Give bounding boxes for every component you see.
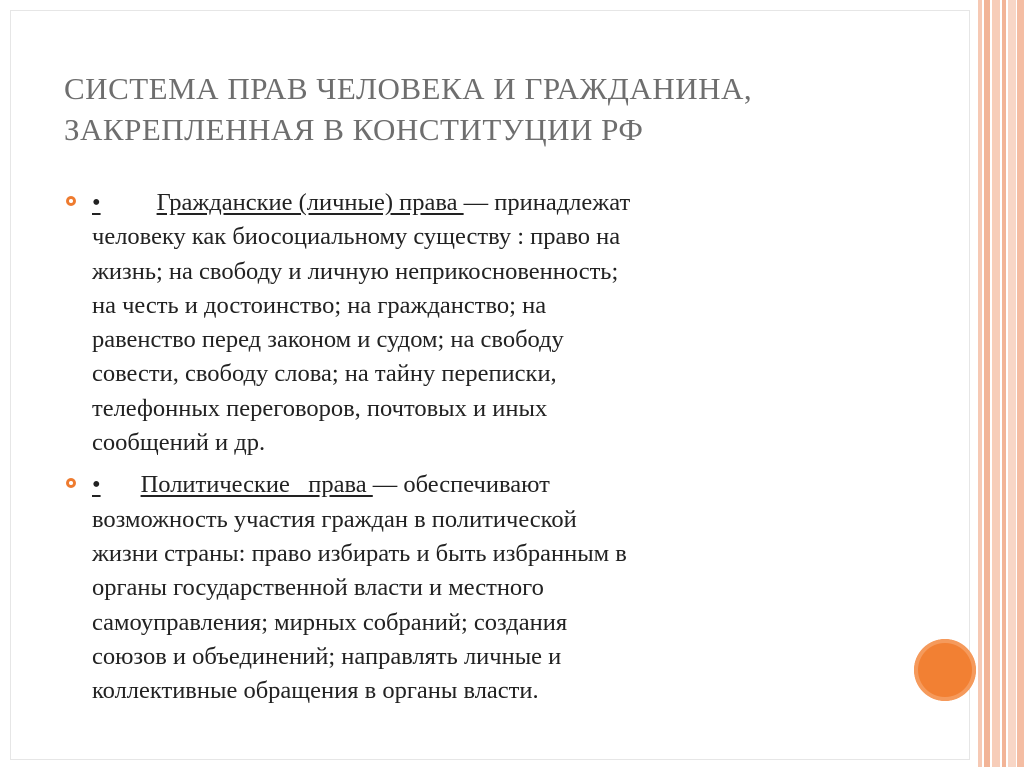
definition-start: — принадлежат: [463, 189, 631, 216]
item-line: самоуправления; мирных собраний; создания: [92, 608, 568, 636]
term-civil-rights: Гражданские (личные) права: [156, 189, 464, 216]
bullet-ring-icon: [66, 196, 76, 206]
decor-orange-circle: [914, 639, 976, 701]
item-line: равенство перед законом и судом; на свободу: [92, 326, 564, 354]
item-line: возможность участия граждан в политической: [92, 505, 577, 533]
bullet-dot-underlined: [92, 471, 373, 498]
item-line: совести, свободу слова; на тайну переписки,: [92, 360, 557, 388]
item-first-line: [92, 468, 894, 502]
decor-stripe: [984, 0, 990, 767]
item-line: союзов и объединений; направлять личные и: [92, 642, 562, 670]
item-line: жизнь; на свободу и личную неприкосновенность;: [92, 257, 619, 285]
bullet-dot: •: [92, 471, 101, 499]
item-first-line: [92, 186, 894, 220]
bullet-ring-icon: [66, 478, 76, 488]
decor-stripe: [1002, 0, 1006, 767]
bullet-dot: •: [92, 189, 101, 216]
decor-stripe: [1008, 0, 1016, 767]
list-item-political-rights: [64, 468, 894, 708]
item-line: органы государственной власти и местного: [92, 574, 544, 602]
decor-stripe: [978, 0, 982, 767]
item-line: жизни страны: право избирать и быть избранным в: [92, 539, 627, 567]
item-line: сообщений и др.: [92, 429, 266, 457]
list-item-civil-rights: [64, 186, 894, 460]
decor-stripe: [992, 0, 1000, 767]
bullet-list: [64, 186, 894, 708]
term-political-rights: Политические права: [140, 471, 373, 499]
slide-title: [64, 68, 944, 150]
item-line: коллективные обращения в органы власти.: [92, 677, 539, 705]
item-line: телефонных переговоров, почтовых и иных: [92, 394, 548, 422]
decor-stripe: [1017, 0, 1024, 767]
bullet-dot-underlined: [92, 189, 464, 216]
item-line: на честь и достоинство; на гражданство; на: [92, 291, 547, 319]
item-line: человеку как биосоциальному существу : право на: [92, 223, 621, 251]
title-line-1: СИСТЕМА ПРАВ ЧЕЛОВЕКА И ГРАЖДАНИНА,: [64, 71, 753, 106]
definition-start: — обеспечивают: [372, 471, 550, 499]
title-line-2: ЗАКРЕПЛЕННАЯ В КОНСТИТУЦИИ РФ: [64, 112, 644, 147]
